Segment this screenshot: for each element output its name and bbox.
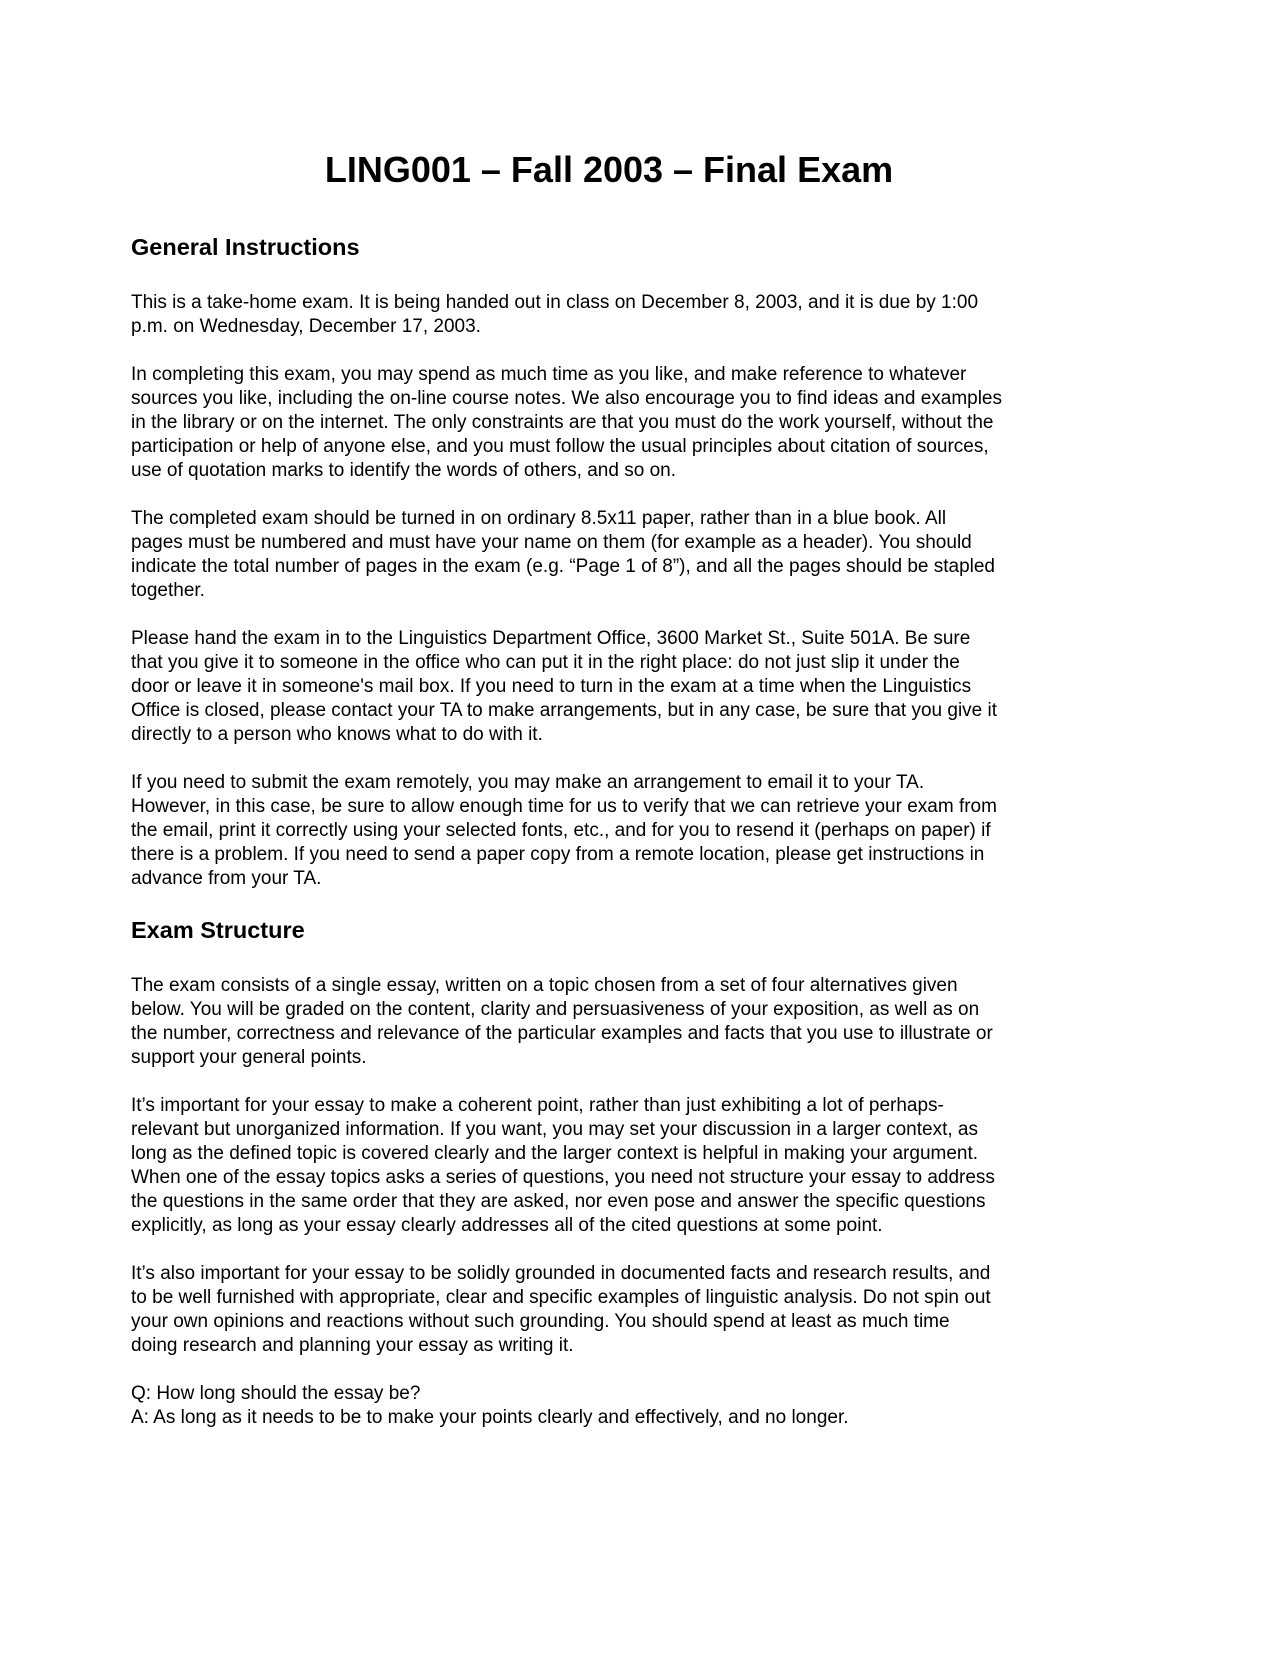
text-line: directly to a person who knows what to do with it. [131, 724, 543, 745]
paragraph-constraints [131, 363, 1091, 483]
text-line: below. You will be graded on the content, clarity and persuasiveness of your exposition, as well as on [131, 999, 980, 1020]
text-line: Please hand the exam in to the Linguistics Department Office, 3600 Market St., Suite 501A. Be sure [131, 628, 971, 649]
text-line: there is a problem. If you need to send a paper copy from a remote location, please get instructions in [131, 844, 985, 865]
paragraph-essay-overview [131, 974, 1091, 1070]
text-line: This is a take-home exam. It is being handed out in class on December 8, 2003, and it is due by 1:00 [131, 292, 979, 313]
paragraph-coherent-point [131, 1094, 1091, 1238]
section-heading: Exam Structure [131, 917, 305, 943]
paragraph-remote-submission [131, 771, 1091, 891]
text-line: support your general points. [131, 1047, 367, 1068]
text-line: pages must be numbered and must have your name on them (for example as a header). You should [131, 532, 972, 553]
text-line: the questions in the same order that they are asked, nor even pose and answer the specific questions [131, 1191, 986, 1212]
text-line: use of quotation marks to identify the words of others, and so on. [131, 460, 676, 481]
text-line: The exam consists of a single essay, written on a topic chosen from a set of four alternatives given [131, 975, 958, 996]
text-line: the email, print it correctly using your selected fonts, etc., and for you to resend it (perhaps on paper) if [131, 820, 991, 841]
text-line: together. [131, 580, 205, 601]
text-line: long as the defined topic is covered clearly and the larger context is helpful in making your argument. [131, 1143, 979, 1164]
paragraph-format [131, 507, 1091, 603]
text-line: doing research and planning your essay as writing it. [131, 1335, 574, 1356]
paragraph-due-date [131, 291, 1091, 339]
paragraph-grounding [131, 1262, 1091, 1358]
text-line: participation or help of anyone else, and you must follow the usual principles about citation of sources, [131, 436, 989, 457]
paragraph-hand-in [131, 627, 1091, 747]
faq-answer: A: As long as it needs to be to make your points clearly and effectively, and no longer. [131, 1407, 849, 1428]
section-heading: General Instructions [131, 234, 360, 260]
section-general-instructions [131, 232, 1091, 891]
text-line: It’s also important for your essay to be solidly grounded in documented facts and research results, and [131, 1263, 991, 1284]
text-line: The completed exam should be turned in on ordinary 8.5x11 paper, rather than in a blue book. All [131, 508, 947, 529]
text-line: the number, correctness and relevance of the particular examples and facts that you use to illustrate or [131, 1023, 993, 1044]
text-line: advance from your TA. [131, 868, 322, 889]
text-line: door or leave it in someone's mail box. If you need to turn in the exam at a time when the Linguistics [131, 676, 972, 697]
document-body [131, 232, 1091, 1454]
text-line: your own opinions and reactions without such grounding. You should spend at least as much time [131, 1311, 950, 1332]
text-line: However, in this case, be sure to allow enough time for us to verify that we can retrieve your exam from [131, 796, 997, 817]
text-line: When one of the essay topics asks a series of questions, you need not structure your essay to address [131, 1167, 995, 1188]
text-line: explicitly, as long as your essay clearly addresses all of the cited questions at some point. [131, 1215, 883, 1236]
text-line: p.m. on Wednesday, December 17, 2003. [131, 316, 481, 337]
section-exam-structure [131, 915, 1091, 1430]
text-line: to be well furnished with appropriate, clear and specific examples of linguistic analysis. Do not spin out [131, 1287, 991, 1308]
text-line: It’s important for your essay to make a coherent point, rather than just exhibiting a lot of perhaps- [131, 1095, 944, 1116]
text-line: If you need to submit the exam remotely, you may make an arrangement to email it to your TA. [131, 772, 925, 793]
text-line: Office is closed, please contact your TA to make arrangements, but in any case, be sure that you give it [131, 700, 998, 721]
text-line: relevant but unorganized information. If you want, you may set your discussion in a larger context, as [131, 1119, 979, 1140]
text-line: that you give it to someone in the office who can put it in the right place: do not just slip it under the [131, 652, 960, 673]
text-line: indicate the total number of pages in the exam (e.g. “Page 1 of 8”), and all the pages should be stapled [131, 556, 995, 577]
text-line: In completing this exam, you may spend as much time as you like, and make reference to whatever [131, 364, 967, 385]
page-title: LING001 – Fall 2003 – Final Exam [324, 149, 894, 190]
faq-question: Q: How long should the essay be? [131, 1383, 421, 1404]
paragraph-faq-length [131, 1382, 1091, 1430]
text-line: sources you like, including the on-line course notes. We also encourage you to find ideas and examples [131, 388, 1003, 409]
text-line: in the library or on the internet. The only constraints are that you must do the work yourself, without the [131, 412, 994, 433]
